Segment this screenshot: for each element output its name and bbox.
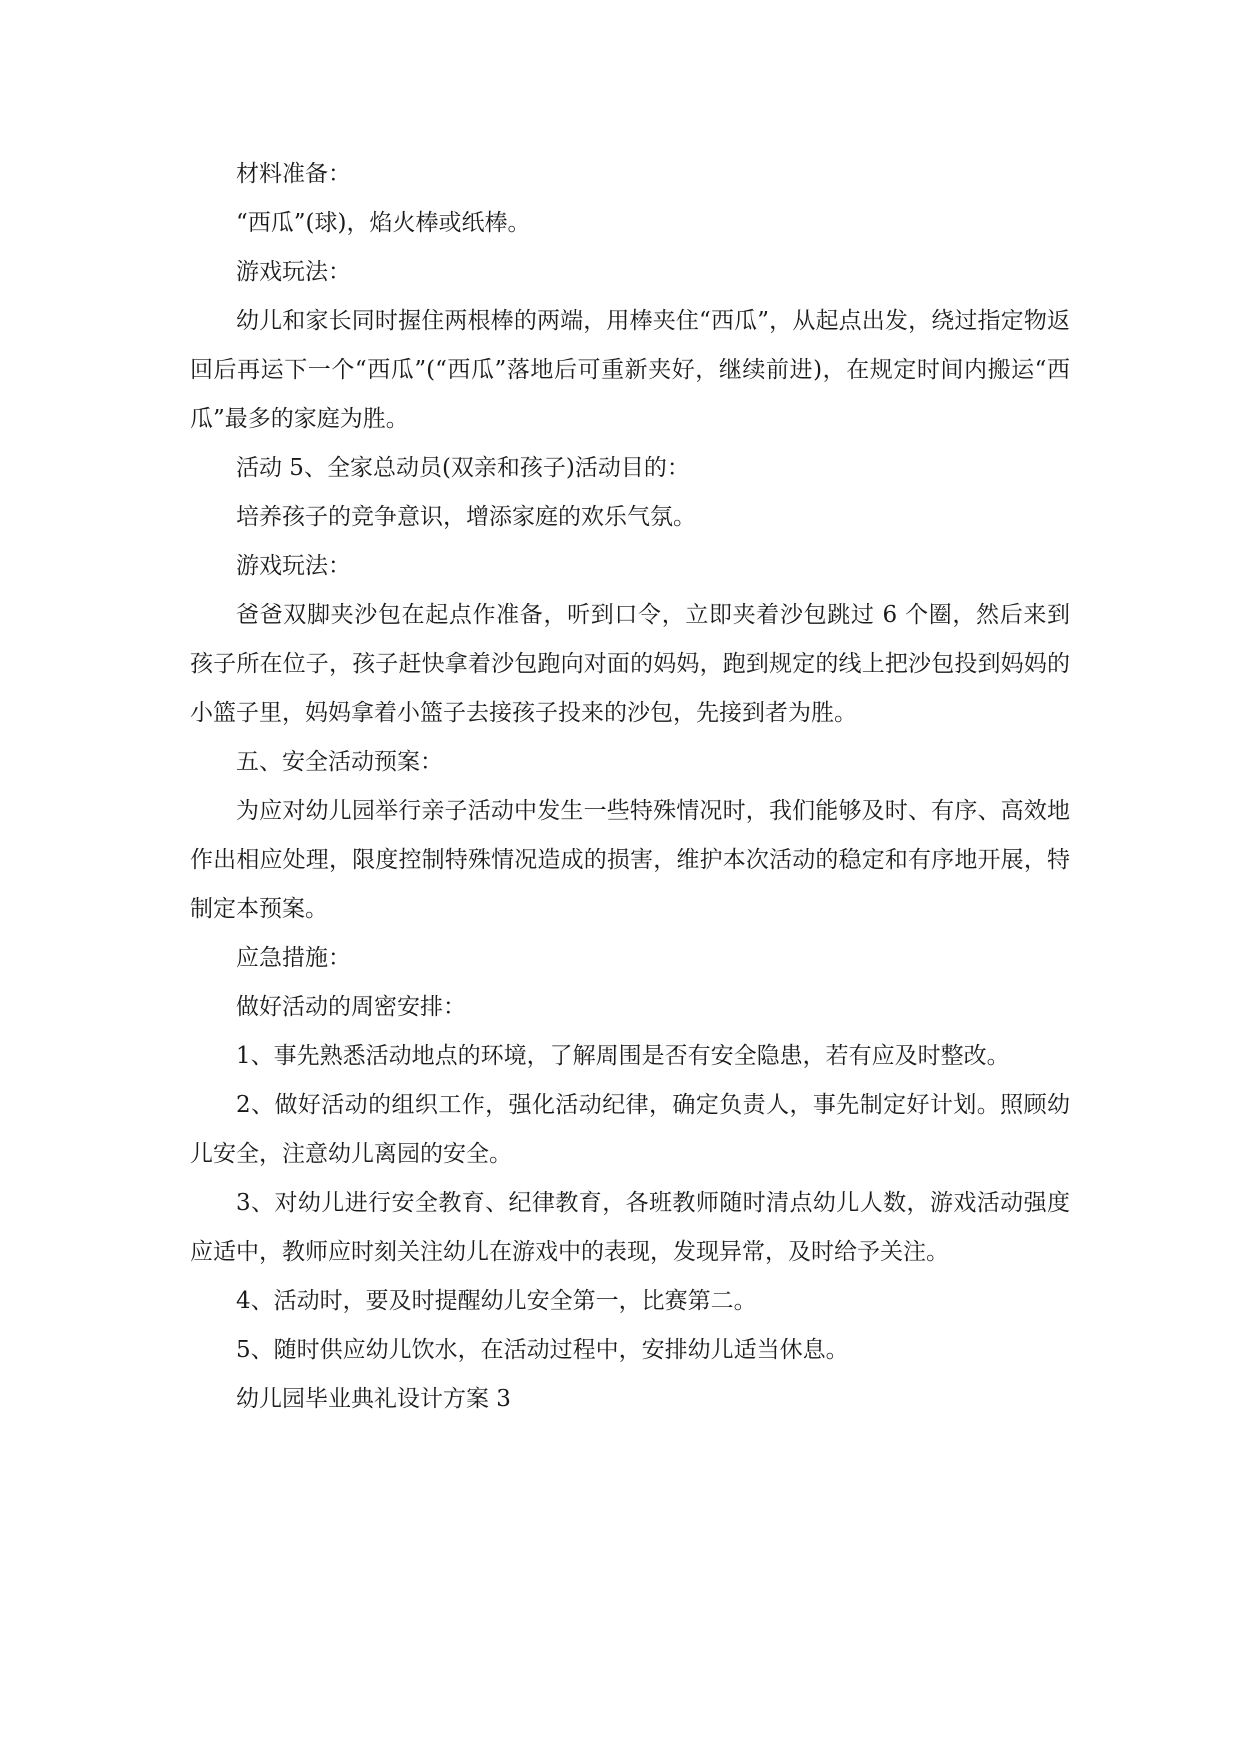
paragraph-emergency-heading: 应急措施： [236,945,351,971]
paragraph-safety-plan-intro: 为应对幼儿园举行亲子活动中发生一些特殊情况时，我们能够及时、有序、高效地作出相应处理，限度控制特殊情况造成的损害，维护本次活动的稳定和有序地开展，特制定本预案。 [190,798,1070,922]
paragraph-sandbag-gameplay: 爸爸双脚夹沙包在起点作准备，听到口令，立即夹着沙包跳过 6 个圈，然后来到孩子所在位子，孩子赶快拿着沙包跑向对面的妈妈，跑到规定的线上把沙包投到妈妈的小篮子里，妈妈拿着小篮子去接孩子投来的沙包，先接到者为胜。 [190,602,1070,726]
paragraph-activity-5-goal-heading: 活动 5、全家总动员(双亲和孩子)活动目的： [236,455,690,481]
paragraph-activity-5-goal: 培养孩子的竞争意识，增添家庭的欢乐气氛。 [236,504,696,530]
paragraph-gameplay-heading-2: 游戏玩法： [236,553,351,579]
paragraph-safety-plan-heading: 五、安全活动预案： [236,749,443,775]
paragraph-watermelon-gameplay: 幼儿和家长同时握住两根棒的两端，用棒夹住“西瓜”，从起点出发，绕过指定物返回后再运下一个“西瓜”(“西瓜”落地后可重新夹好，继续前进)，在规定时间内搬运“西瓜”最多的家庭为胜。 [190,308,1070,432]
paragraph-next-section-title: 幼儿园毕业典礼设计方案 3 [236,1386,511,1412]
paragraph-measure-4: 4、活动时，要及时提醒幼儿安全第一，比赛第二。 [236,1288,757,1314]
paragraph-gameplay-heading: 游戏玩法： [236,259,351,285]
paragraph-materials: “西瓜”(球)，焰火棒或纸棒。 [236,210,531,236]
paragraph-measure-3: 3、对幼儿进行安全教育、纪律教育，各班教师随时清点幼儿人数，游戏活动强度应适中，教师应时刻关注幼儿在游戏中的表现，发现异常，及时给予关注。 [190,1190,1070,1265]
document-page [190,150,1070,1424]
paragraph-measure-5: 5、随时供应幼儿饮水，在活动过程中，安排幼儿适当休息。 [236,1337,849,1363]
paragraph-arrangement-heading: 做好活动的周密安排： [236,994,466,1020]
paragraph-measure-2: 2、做好活动的组织工作，强化活动纪律，确定负责人，事先制定好计划。照顾幼儿安全，注意幼儿离园的安全。 [190,1092,1070,1167]
paragraph-measure-1: 1、事先熟悉活动地点的环境，了解周围是否有安全隐患，若有应及时整改。 [236,1043,1010,1069]
paragraph-materials-heading: 材料准备： [236,161,351,187]
